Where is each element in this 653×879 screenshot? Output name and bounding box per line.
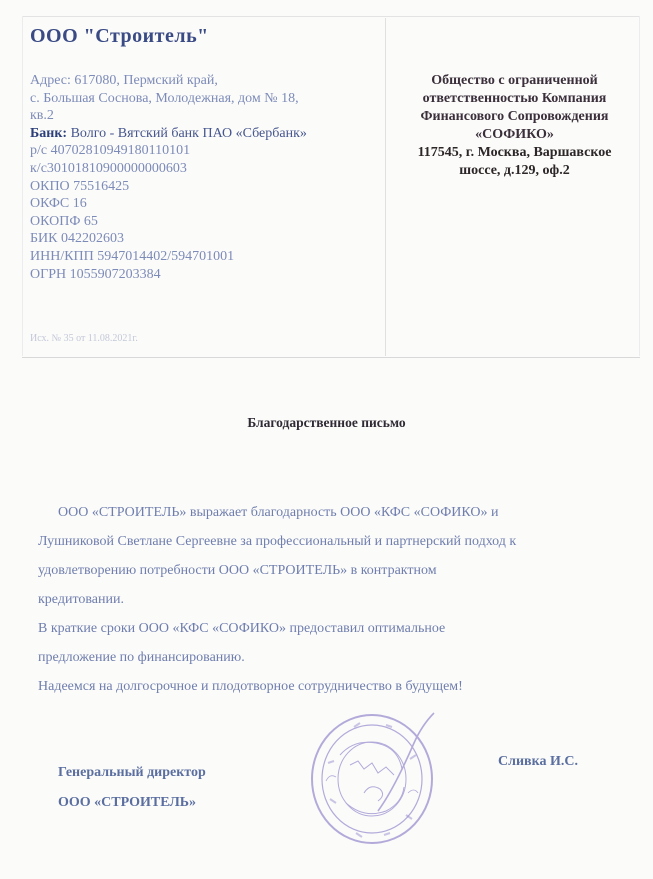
signatory-block: [58, 758, 206, 818]
recipient-line6: шоссе, д.129, оф.2: [459, 163, 570, 178]
body-line1: ООО «СТРОИТЕЛЬ» выражает благодарность ООО «КФС «СОФИКО» и: [58, 505, 499, 520]
sender-inn-kpp: ИНН/КПП 5947014402/594701001: [30, 248, 235, 264]
sender-requisites: [30, 72, 380, 283]
body-line6: предложение по финансированию.: [38, 650, 245, 665]
sender-account: р/с 40702810949180110101: [30, 143, 191, 159]
outgoing-reference: Исх. № 35 от 11.08.2021г.: [30, 333, 138, 344]
sender-company-name: ООО "Строитель": [30, 25, 209, 47]
sender-okpo: ОКПО 75516425: [30, 178, 130, 194]
letter-body: [38, 498, 638, 701]
sender-address-line2: с. Большая Соснова, Молодежная, дом № 18,: [30, 90, 299, 106]
body-line7: Надеемся на долгосрочное и плодотворное сотрудничество в будущем!: [38, 679, 463, 694]
bank-name: Волго - Вятский банк ПАО «Сбербанк»: [70, 125, 307, 141]
round-company-seal-icon: [306, 703, 442, 849]
body-line3: удовлетворению потребности ООО «СТРОИТЕЛЬ» в контрактном: [38, 563, 437, 578]
sender-address-line3: кв.2: [30, 108, 54, 124]
sender-address-line1: Адрес: 617080, Пермский край,: [30, 73, 218, 88]
header-divider: [385, 18, 386, 356]
recipient-line3: Финансового Сопровождения: [420, 109, 609, 124]
seal-graphic: [306, 703, 442, 849]
header-right-edge: [639, 16, 640, 356]
body-line5: В краткие сроки ООО «КФС «СОФИКО» предоставил оптимальное: [38, 621, 446, 636]
sender-corr-account: к/с30101810900000000603: [30, 160, 187, 176]
recipient-line2: ответственностью Компания: [422, 91, 607, 106]
sender-ogrn: ОГРН 1055907203384: [30, 266, 161, 282]
sender-okfs: ОКФС 16: [30, 196, 87, 212]
recipient-line5: 117545, г. Москва, Варшавское: [417, 145, 612, 160]
signatory-position: Генеральный директор: [58, 765, 206, 780]
sender-okopf: ОКОПФ 65: [30, 213, 98, 229]
bank-label: Банк:: [30, 125, 68, 141]
recipient-line1: Общество с ограниченной: [431, 73, 598, 88]
sender-bank: [30, 125, 380, 143]
signatory-company: ООО «СТРОИТЕЛЬ»: [58, 795, 197, 810]
recipient-block: [392, 72, 637, 180]
header-left-edge: [22, 16, 23, 356]
recipient-line4: «СОФИКО»: [475, 127, 554, 142]
sender-bik: БИК 042202603: [30, 231, 124, 247]
signatory-name: Сливка И.С.: [498, 754, 578, 769]
body-line2: Лушниковой Светлане Сергеевне за профессиональный и партнерский подход к: [38, 534, 517, 549]
body-line4: кредитовании.: [38, 592, 124, 607]
letter-title: Благодарственное письмо: [247, 415, 406, 430]
